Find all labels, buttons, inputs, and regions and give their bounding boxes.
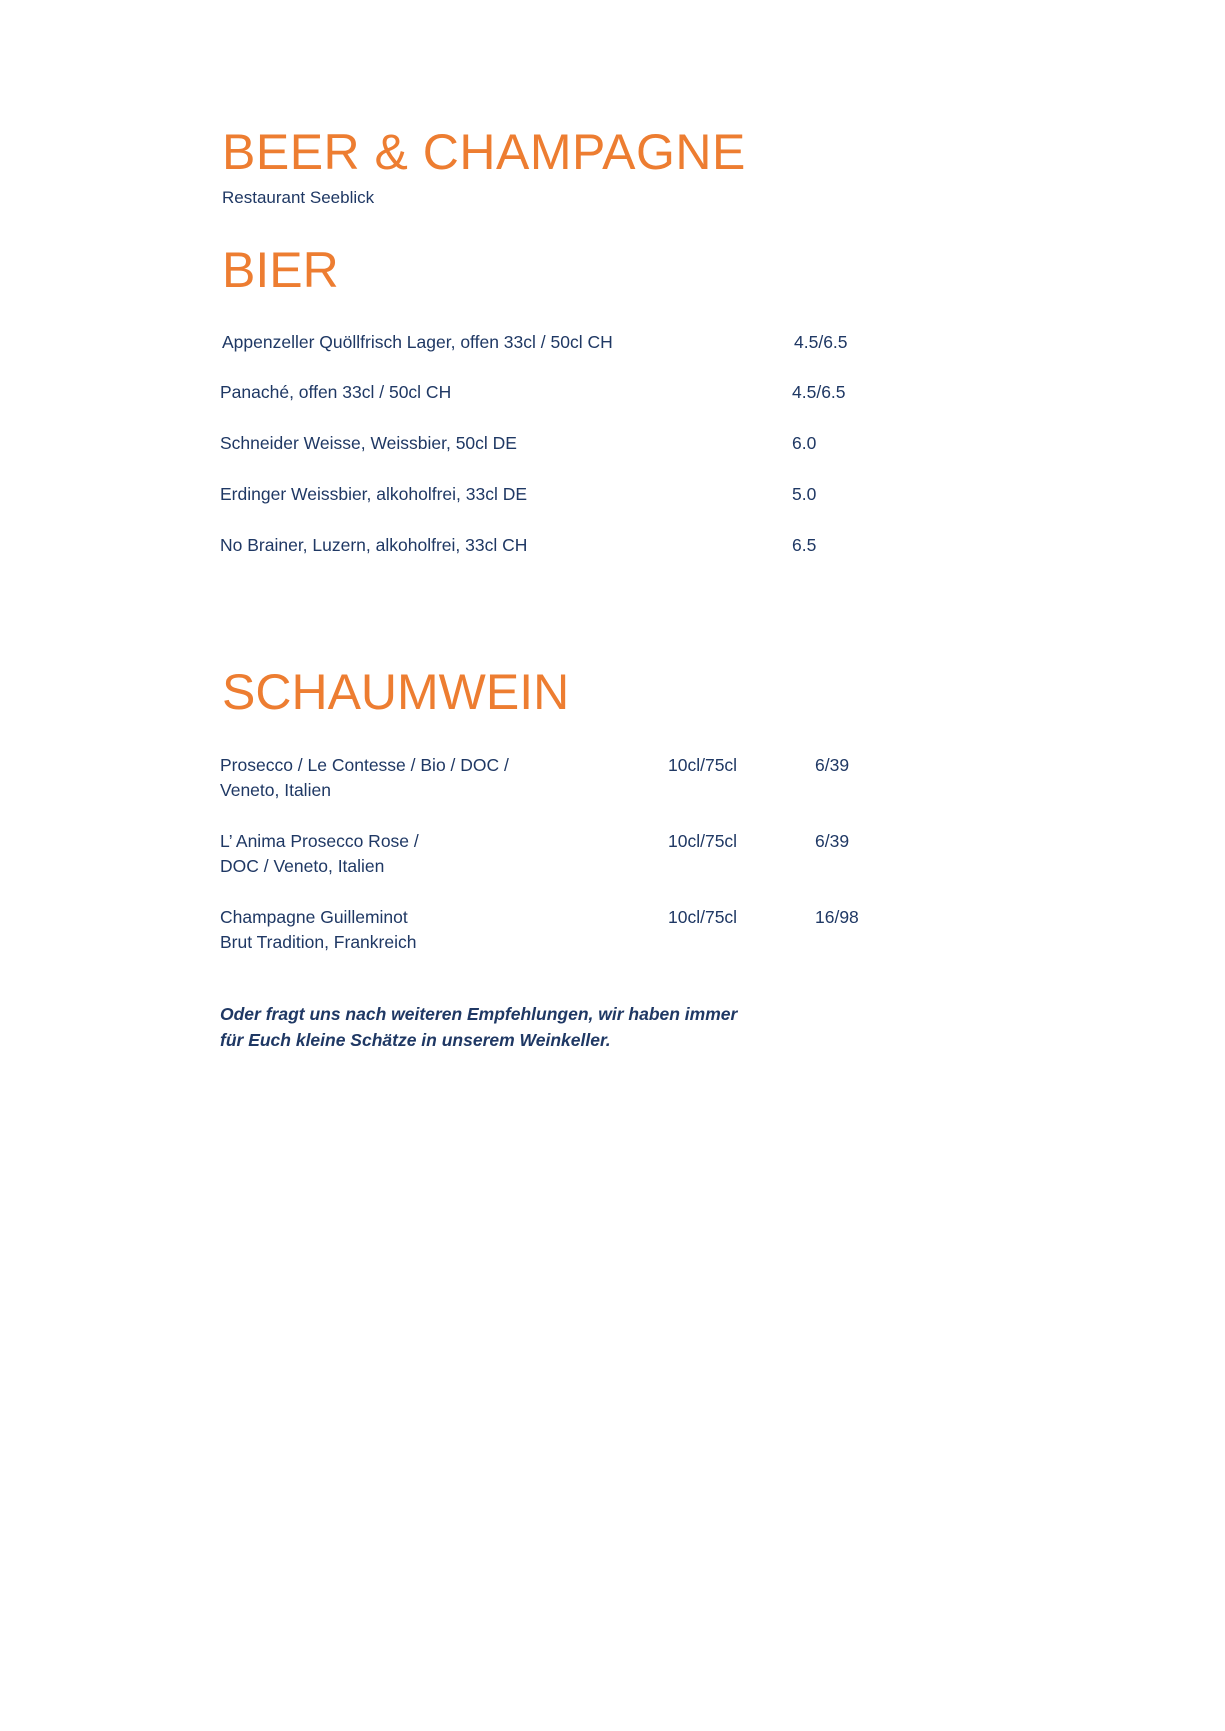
item-price: 4.5/6.5 [794,332,848,352]
item-price: 6/39 [815,755,850,775]
item-name [220,905,416,955]
item-name: No Brainer, Luzern, alkoholfrei, 33cl CH [220,535,528,555]
item-price: 4.5/6.5 [792,382,846,402]
item-name-line-1: L’ Anima Prosecco Rose / [220,831,419,851]
item-name-line-1: Champagne Guilleminot [220,907,408,927]
recommendation-note [220,1001,737,1053]
item-name: Appenzeller Quöllfrisch Lager, offen 33cl / 50cl CH [222,332,613,352]
page-title: BEER & CHAMPAGNE [222,124,746,180]
item-volume: 10cl/75cl [668,831,738,851]
item-name-line-2: Veneto, Italien [220,780,331,800]
item-price: 6.5 [792,535,817,555]
section-heading-bier: BIER [222,242,339,298]
item-price: 5.0 [792,484,817,504]
item-name: Panaché, offen 33cl / 50cl CH [220,382,452,402]
item-volume: 10cl/75cl [668,907,738,927]
item-name-line-1: Prosecco / Le Contesse / Bio / DOC / [220,755,509,775]
restaurant-name: Restaurant Seeblick [222,188,375,207]
item-name: Schneider Weisse, Weissbier, 50cl DE [220,433,517,453]
section-heading-schaumwein: SCHAUMWEIN [222,664,570,720]
item-name [220,829,419,879]
item-name: Erdinger Weissbier, alkoholfrei, 33cl DE [220,484,528,504]
item-price: 6.0 [792,433,817,453]
note-line-2: für Euch kleine Schätze in unserem Weinkeller. [220,1030,611,1050]
item-name [220,753,509,803]
item-volume: 10cl/75cl [668,755,738,775]
item-name-line-2: DOC / Veneto, Italien [220,856,385,876]
item-name-line-2: Brut Tradition, Frankreich [220,932,417,952]
item-price: 16/98 [815,907,859,927]
note-line-1: Oder fragt uns nach weiteren Empfehlungen, wir haben immer [220,1004,738,1024]
item-price: 6/39 [815,831,850,851]
